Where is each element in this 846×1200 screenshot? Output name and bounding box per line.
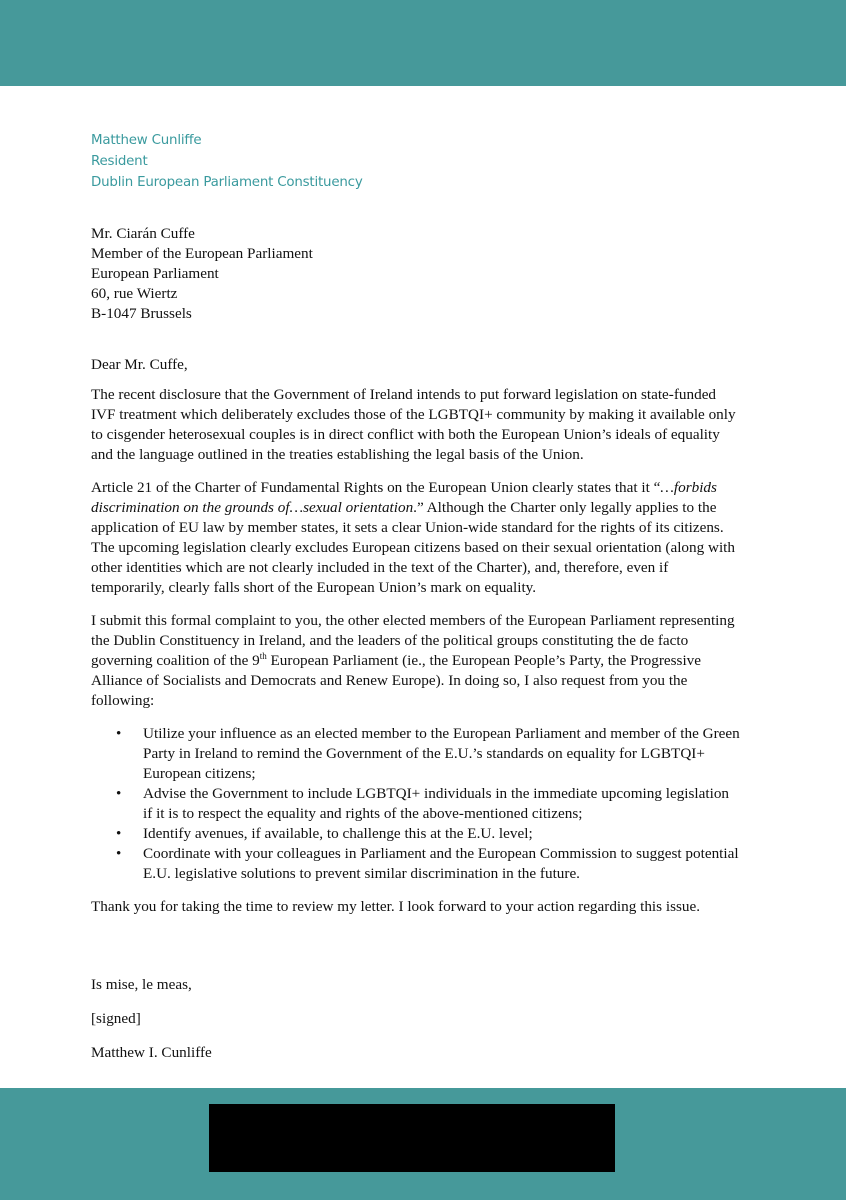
recipient-street: 60, rue Wiertz — [91, 285, 178, 302]
letter-body — [91, 385, 741, 930]
sender-constituency: Dublin European Parliament Constituency — [91, 175, 363, 190]
bullet-icon: • — [116, 725, 122, 742]
signatory-name: Matthew I. Cunliffe — [91, 1044, 212, 1061]
sender-name: Matthew Cunliffe — [91, 133, 202, 148]
signature: [signed] — [91, 1010, 141, 1027]
paragraph-complaint: I submit this formal complaint to you, the other elected members of the European Parliament representing the Dublin Constituency in Ireland, and the leaders of the political groups constituting the de facto governing coalition of the 9th European Parliament (ie., the European People’s Party, the Progressive Alliance of Socialists and Democrats and Renew Europe). In doing so, I also request from you the following: — [91, 612, 735, 709]
closing-block — [91, 975, 212, 1077]
recipient-name: Mr. Ciarán Cuffe — [91, 225, 195, 242]
sender-block — [91, 130, 363, 193]
request-list — [91, 724, 741, 884]
list-item: • Coordinate with your colleagues in Parliament and the European Commission to suggest potential E.U. legislative solutions to prevent similar discrimination in the future. — [116, 845, 739, 882]
sender-role: Resident — [91, 154, 148, 169]
paragraph-charter: Article 21 of the Charter of Fundamental Rights on the European Union clearly states that it “…forbids discrimination on the grounds of…sexual orientation.” Although the Charter only legally applies to the application of EU law by member states, it sets a clear Union-wide standard for the rights of its citizens. The upcoming legislation clearly excludes European citizens based on their sexual orientation (along with other identities which are not clearly included in the text of the Charter), and, therefore, even if temporarily, clearly falls short of the European Union’s mark on equality. — [91, 479, 736, 596]
bullet-icon: • — [116, 785, 122, 802]
recipient-address — [91, 224, 313, 324]
header-band — [0, 0, 846, 86]
ordinal-suffix: th — [259, 651, 267, 661]
redaction-box — [209, 1104, 615, 1172]
recipient-institution: European Parliament — [91, 265, 219, 282]
list-item: • Utilize your influence as an elected member to the European Parliament and member of the Green Party in Ireland to remind the Government of the E.U.’s standards on equality for LGBTQI+ European citizens; — [116, 725, 740, 782]
recipient-city: B-1047 Brussels — [91, 305, 192, 322]
valediction: Is mise, le meas, — [91, 976, 192, 993]
bullet-icon: • — [116, 825, 122, 842]
list-item: • Advise the Government to include LGBTQI+ individuals in the immediate upcoming legislation if it is to respect the equality and rights of the above-mentioned citizens; — [116, 785, 730, 822]
paragraph-intro: The recent disclosure that the Government of Ireland intends to put forward legislation on state-funded IVF treatment which deliberately excludes those of the LGBTQI+ community by making it available only to cisgender heterosexual couples is in direct conflict with both the European Union’s ideals of equality and the language outlined in the treaties establishing the legal basis of the Union. — [91, 386, 736, 463]
recipient-title: Member of the European Parliament — [91, 245, 313, 262]
bullet-icon: • — [116, 845, 122, 862]
salutation: Dear Mr. Cuffe, — [91, 356, 188, 373]
paragraph-thanks: Thank you for taking the time to review my letter. I look forward to your action regarding this issue. — [91, 898, 701, 915]
charter-quote: …forbids discrimination on the grounds of…sexual orientation — [91, 479, 717, 516]
list-item: • Identify avenues, if available, to challenge this at the E.U. level; — [116, 825, 533, 842]
